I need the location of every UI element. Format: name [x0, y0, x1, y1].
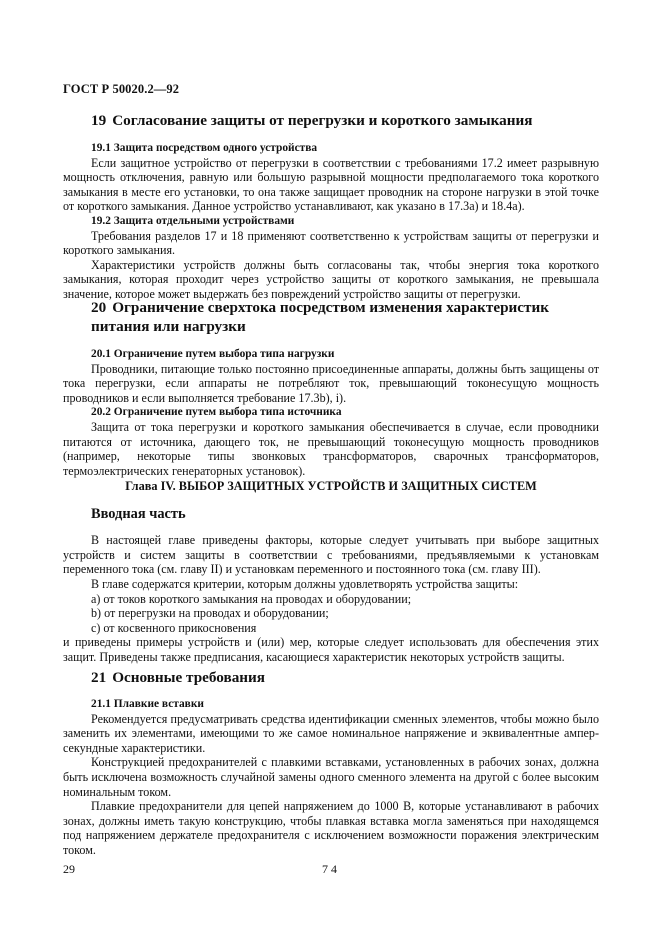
subsection-19-1-title: 19.1 Защита посредством одного устройства: [91, 142, 318, 154]
subsection-19-1-text: Если защитное устройство от перегрузки в соответствии с требованиями 17.2 имеет разрывную мощность отключения, равную или большую разрывной мощности предполагаемого тока короткого замыкания в месте его установки, то она также защищает проводник на стороне нагрузки в этой точке от короткого замыкания. Данное устройство устанавливают, как указано в 17.3а) и 18.4а).: [63, 155, 599, 214]
section-21-number: 21: [91, 669, 107, 686]
chapter-title: Глава IV. ВЫБОР ЗАЩИТНЫХ УСТРОЙСТВ И ЗАЩИТНЫХ СИСТЕМ: [125, 479, 537, 493]
subsection-20-2-title: 20.2 Ограничение путем выбора типа источника: [91, 406, 342, 419]
section-19: [63, 111, 599, 302]
section-20-heading: Ограничение сверхтока посредством изменения характеристик питания или нагрузки: [91, 299, 550, 335]
section-21: [63, 668, 599, 858]
page-number-left: 29: [63, 862, 75, 876]
subsection-21-1-text-3: Плавкие предохранители для цепей напряжением до 1000 В, которые устанавливают в рабочих зонах, должны иметь такую конструкцию, чтобы плавкая вставка могла заменяться при находящемся под напряжением держателе предохранителя с исключением возможности поражения электрическим током.: [63, 799, 599, 857]
section-21-heading: Основные требования: [112, 669, 266, 686]
subsection-20-2-text: Защита от тока перегрузки и короткого замыкания обеспечивается в случае, если проводники питаются от источника, дающего ток, не превышающий токонесущую мощность проводников (например, некоторые типы звонковых трансформаторов, сварочных трансформаторов, термоэлектрических генераторных установок).: [63, 419, 599, 478]
chapter-4: [63, 479, 599, 665]
subsection-21-1-text-1: Рекомендуется предусматривать средства идентификации сменных элементов, чтобы можно было заменить их элементами, имеющими то же самое номинальное напряжение и эквивалентные ампер-секундные характеристики.: [63, 711, 599, 755]
subsection-21-1-title: 21.1 Плавкие вставки: [91, 698, 204, 710]
list-item: а) от токов короткого замыкания на проводах и оборудовании;: [91, 591, 412, 606]
section-19-title: [63, 111, 599, 130]
subsection-20-1-text: Проводники, питающие только постоянно присоединенные аппараты, должны быть защищены от тока перегрузки, если аппараты не потребляют ток, превышающий токонесущую мощность проводников и если выполняется требование 17.3b), i).: [63, 361, 599, 405]
intro-paragraph-1: В настоящей главе приведены факторы, которые следует учитывать при выборе защитных устройств и систем защиты в соответствии с требованиями, предъявляемыми к установкам переменного тока (см. главу II) и установкам переменного и постоянного тока (см. главу III).: [63, 533, 599, 577]
intro-paragraph-2: В главе содержатся критерии, которым должны удовлетворять устройства защиты:: [91, 576, 519, 591]
page-number-center: 7 4: [322, 862, 337, 876]
section-19-heading: Согласование защиты от перегрузки и короткого замыкания: [112, 112, 533, 129]
list-item: с) от косвенного прикосновения: [91, 620, 257, 635]
subsection-19-2-text-2: Характеристики устройств должны быть согласованы так, чтобы энергия тока короткого замыкания, которая проходит через устройство защиты от короткого замыкания, не превышала значение, которое может выдержать без повреждений устройство защиты от перегрузки.: [63, 257, 599, 301]
intro-paragraph-3: и приведены примеры устройств и (или) мер, которые следует использовать для обеспечения этих защит. Приведены также предписания, касающиеся характеристик некоторых устройств защиты.: [63, 635, 599, 664]
subsection-21-1-text-2: Конструкцией предохранителей с плавкими вставками, установленных в рабочих зонах, должна быть исключена возможность случайной замены одного сменного элемента на другой с более высоким номинальным током.: [63, 755, 599, 799]
intro-title: Вводная часть: [91, 505, 186, 522]
subsection-19-2-title: 19.2 Защита отдельными устройствами: [91, 214, 295, 227]
subsection-19-2-text-1: Требования разделов 17 и 18 применяют соответственно к устройствам защиты от перегрузки и короткого замыкания.: [63, 228, 599, 258]
section-20-title: [63, 298, 599, 336]
document-code: ГОСТ Р 50020.2—92: [63, 82, 180, 96]
section-19-number: 19: [91, 112, 107, 129]
subsection-20-1-title: 20.1 Ограничение путем выбора типа нагрузки: [91, 348, 335, 360]
section-20-number: 20: [91, 299, 107, 316]
section-20: [63, 298, 599, 478]
section-21-title: [63, 668, 599, 687]
list-item: b) от перегрузки на проводах и оборудовании;: [91, 606, 329, 621]
